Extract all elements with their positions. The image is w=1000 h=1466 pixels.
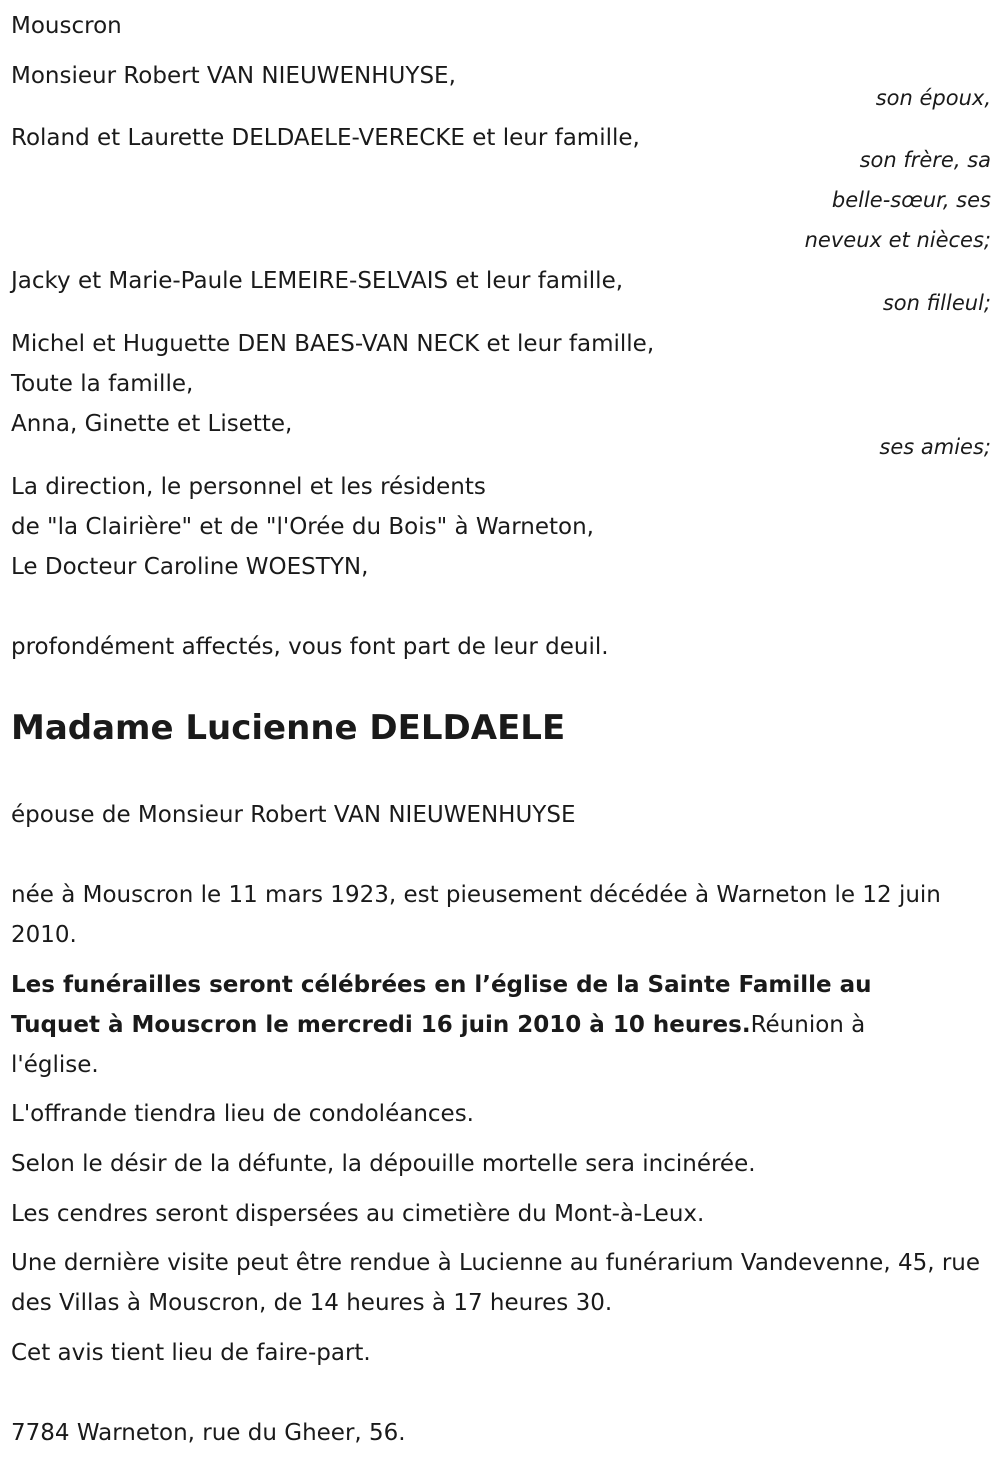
mourner-name-line: Monsieur Robert VAN NIEUWENHUYSE, [11, 63, 456, 89]
funeral-details: Les funérailles seront célébrées en l’église de la Sainte Famille au Tuquet à Mouscron le mercredi 16 juin 2010 à 10 heures. [11, 972, 872, 1038]
relation-line: belle-sœur, ses [831, 188, 991, 212]
mourner-name-line: Anna, Ginette et Lisette, [11, 411, 293, 437]
note-line: Les cendres seront dispersées au cimetière du Mont-à-Leux. [11, 1201, 705, 1227]
relation-line: ses amies; [879, 435, 991, 459]
mourner-relation [883, 261, 991, 323]
funeral-info [11, 965, 956, 1085]
spouse-line: épouse de Monsieur Robert VAN NIEUWENHUYSE [11, 802, 576, 828]
mourner-name-line: Toute la famille, [11, 371, 194, 397]
funeral-meeting: Réunion à l'église. [11, 1012, 866, 1078]
mourner-entry [11, 56, 991, 118]
mourner-names [11, 324, 654, 467]
note-line: Une dernière visite peut être rendue à Lucienne au funérarium Vandevenne, 45, rue des Villas à Mouscron, de 14 heures à 17 heures 30. [11, 1250, 981, 1316]
mourner-relation [876, 56, 991, 118]
mourner-entry [11, 324, 991, 467]
mourner-names [11, 56, 456, 118]
relation-line: son frère, sa [859, 148, 991, 172]
mourner-name-line: Le Docteur Caroline WOESTYN, [11, 554, 369, 580]
note-line: Cet avis tient lieu de faire-part. [11, 1340, 371, 1366]
mourner-name-line: La direction, le personnel et les résidents [11, 474, 486, 500]
note-line: L'offrande tiendra lieu de condoléances. [11, 1101, 474, 1127]
mourner-entry [11, 118, 991, 260]
mourner-name-line: Jacky et Marie-Paule LEMEIRE-SELVAIS et leur famille, [11, 268, 624, 294]
relation-line: son filleul; [882, 291, 991, 315]
birth-death-text: née à Mouscron le 11 mars 1923, est pieusement décédée à Warneton le 12 juin 2010. [11, 882, 941, 948]
relation-line: neveux et nièces; [804, 228, 991, 252]
address-line: 7784 Warneton, rue du Gheer, 56. [11, 1420, 406, 1446]
deceased-name: Madame Lucienne DELDAELE [11, 708, 566, 748]
mourner-relation [879, 324, 991, 467]
mourner-entry [11, 261, 991, 323]
mourner-entry [11, 467, 594, 587]
mourner-name-line: Michel et Huguette DEN BAES-VAN NECK et leur famille, [11, 331, 655, 357]
relation-line: son époux, [875, 86, 991, 110]
announcement-text: profondément affectés, vous font part de leur deuil. [11, 634, 609, 660]
note-line: Selon le désir de la défunte, la dépouille mortelle sera incinérée. [11, 1151, 756, 1177]
mourner-name-line: Roland et Laurette DELDAELE-VERECKE et leur famille, [11, 125, 640, 151]
mourner-relation [805, 118, 991, 260]
mourner-name-line: de "la Clairière" et de "l'Orée du Bois" à Warneton, [11, 514, 594, 540]
town-name: Mouscron [11, 13, 122, 39]
mourner-names [11, 118, 640, 260]
mourner-names [11, 261, 623, 323]
